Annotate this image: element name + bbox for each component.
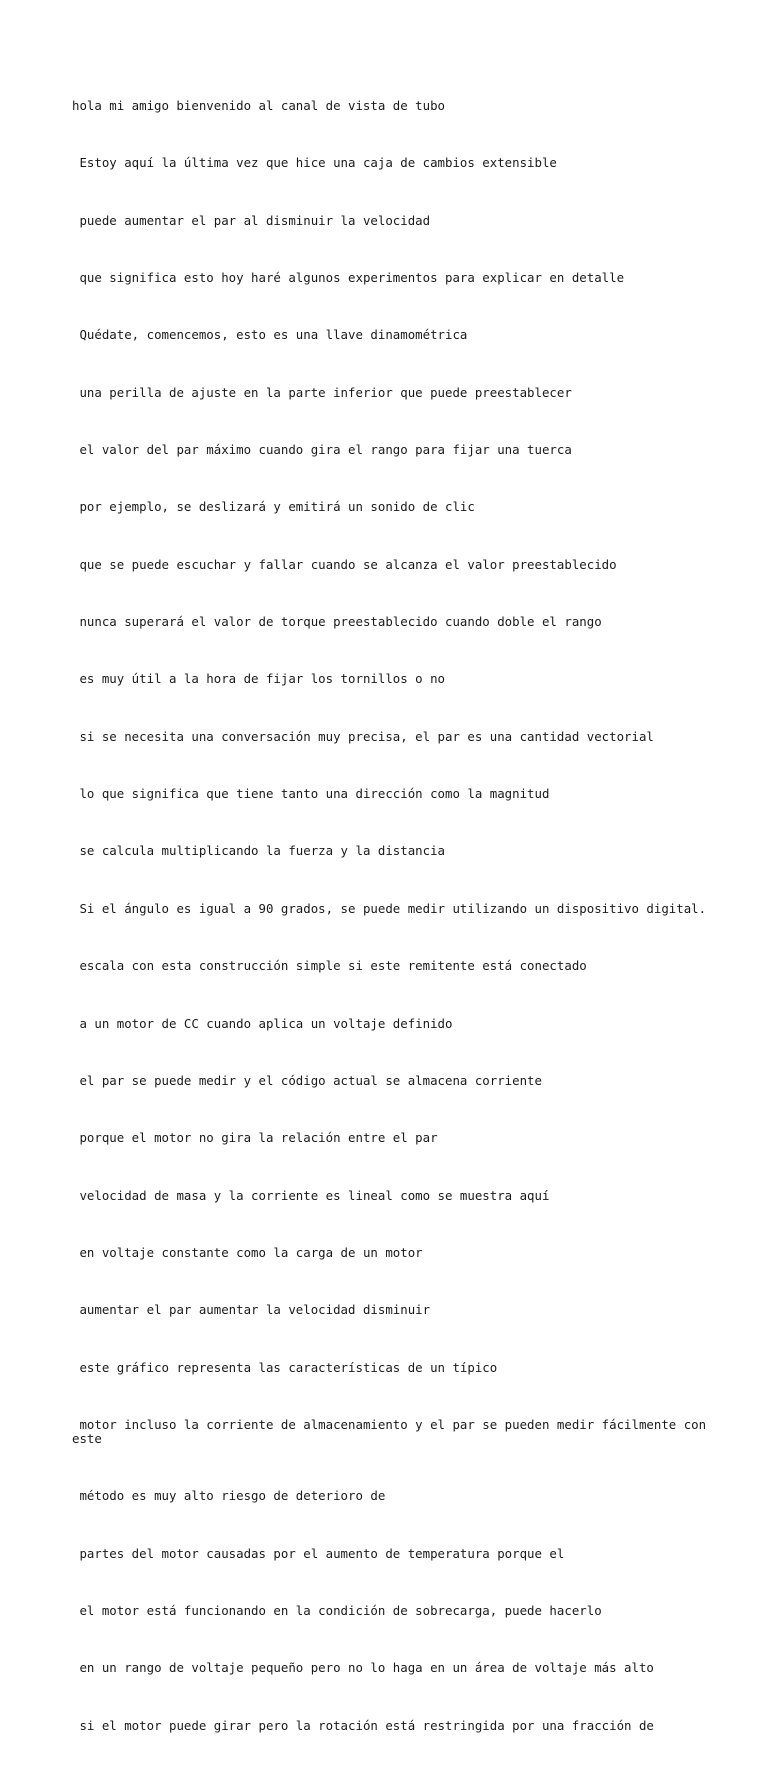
transcript-line: Quédate, comencemos, esto es una llave dinamométrica xyxy=(72,327,468,343)
transcript-line: puede aumentar el par al disminuir la velocidad xyxy=(72,212,431,228)
transcript-line: nunca superará el valor de torque preestablecido cuando doble el rango xyxy=(72,614,602,630)
transcript-line: aumentar el par aumentar la velocidad disminuir xyxy=(72,1302,431,1318)
transcript-line: motor incluso la corriente de almacenamiento y el par se pueden medir fácilmente con este xyxy=(72,1416,714,1446)
transcript-line: este gráfico representa las características de un típico xyxy=(72,1359,498,1375)
transcript-line: porque el motor no gira la relación entre el par xyxy=(72,1130,438,1146)
transcript-line: Si el ángulo es igual a 90 grados, se puede medir utilizando un dispositivo digital. xyxy=(72,900,707,916)
transcript-line: partes del motor causadas por el aumento de temperatura porque el xyxy=(72,1545,565,1561)
transcript-line: en voltaje constante como la carga de un motor xyxy=(72,1244,423,1260)
transcript-line: el motor está funcionando en la condición de sobrecarga, puede hacerlo xyxy=(72,1602,602,1618)
transcript-text xyxy=(72,71,712,1776)
transcript-line: velocidad de masa y la corriente es lineal como se muestra aquí xyxy=(72,1187,550,1203)
transcript-line: es muy útil a la hora de fijar los tornillos o no xyxy=(72,671,445,687)
transcript-line: a un motor de CC cuando aplica un voltaje definido xyxy=(72,1015,453,1031)
transcript-line: hola mi amigo bienvenido al canal de vista de tubo xyxy=(72,98,445,113)
transcript-line: Estoy aquí la última vez que hice una caja de cambios extensible xyxy=(72,155,557,171)
transcript-line: se calcula multiplicando la fuerza y la distancia xyxy=(72,843,445,859)
transcript-line: que significa esto hoy haré algunos experimentos para explicar en detalle xyxy=(72,270,625,286)
transcript-line: por ejemplo, se deslizará y emitirá un sonido de clic xyxy=(72,499,475,515)
transcript-line: escala con esta construcción simple si este remitente está conectado xyxy=(72,958,587,974)
transcript-line: en un rango de voltaje pequeño pero no lo haga en un área de voltaje más alto xyxy=(72,1660,654,1676)
transcript-line: el valor del par máximo cuando gira el rango para fijar una tuerca xyxy=(72,442,572,458)
transcript-line: una perilla de ajuste en la parte inferior que puede preestablecer xyxy=(72,384,572,400)
transcript-line: si el motor puede girar pero la rotación está restringida por una fracción de xyxy=(72,1717,654,1733)
transcript-line: si se necesita una conversación muy precisa, el par es una cantidad vectorial xyxy=(72,728,654,744)
transcript-line: el par se puede medir y el código actual se almacena corriente xyxy=(72,1072,542,1088)
transcript-line: método es muy alto riesgo de deterioro de xyxy=(72,1488,386,1504)
transcript-line: lo que significa que tiene tanto una dirección como la magnitud xyxy=(72,786,550,802)
transcript-line: que se puede escuchar y fallar cuando se alcanza el valor preestablecido xyxy=(72,556,617,572)
